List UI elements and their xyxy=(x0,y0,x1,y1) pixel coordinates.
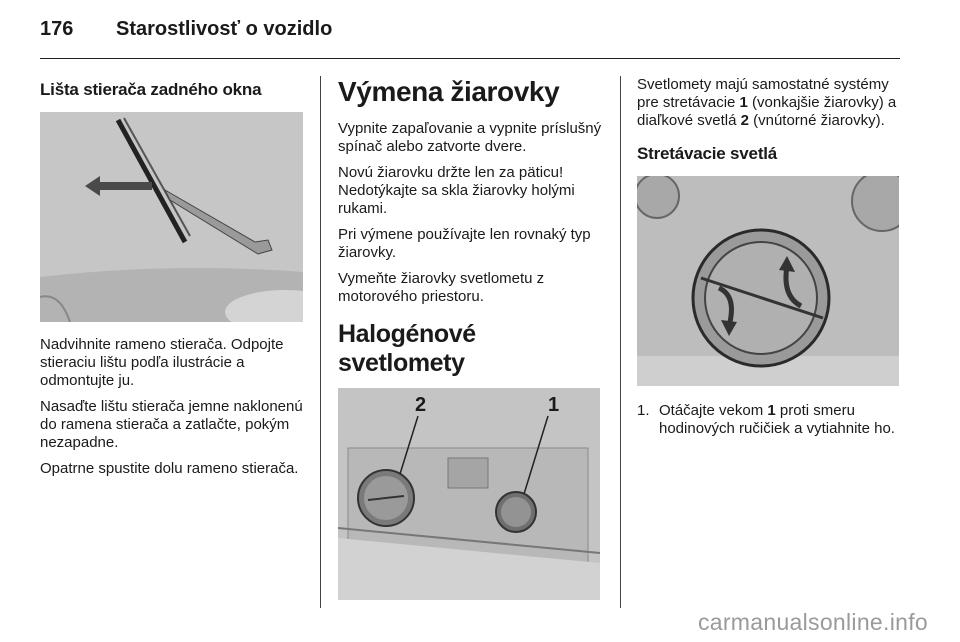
page-title: Starostlivosť o vozidlo xyxy=(116,18,333,40)
column-bulb-replacement xyxy=(338,76,606,600)
text-fragment: proti smeru hodinových ručičiek a vytiahnite ho. xyxy=(659,402,895,437)
section-heading: Lišta stierača zadného okna xyxy=(40,80,262,99)
section-heading: Stretávacie svetlá xyxy=(637,144,778,163)
paragraph: Vypnite zapaľovanie a vypnite príslušný spínač alebo zatvorte dvere. xyxy=(338,120,602,155)
paragraph: Opatrne spustite dolu rameno stierača. xyxy=(40,460,299,477)
page-header xyxy=(40,18,332,44)
headlamp-illustration xyxy=(338,388,600,600)
callout-number: 1 xyxy=(739,94,748,111)
steps-list xyxy=(637,402,905,438)
paragraph-intro xyxy=(637,76,905,130)
column-divider xyxy=(320,76,321,608)
paragraph: Nadvihnite rameno stierača. Odpojte stieraciu lištu podľa ilustrácie a odmontujte ju. xyxy=(40,336,284,389)
section-title: Halogénové svetlomety xyxy=(338,320,476,377)
low-beam-cap-illustration xyxy=(637,176,899,386)
column-wiper xyxy=(40,76,306,486)
paragraph: Novú žiarovku držte len za päticu! Nedotýkajte sa skla žiarovky holými rukami. xyxy=(338,164,575,217)
column-divider xyxy=(620,76,621,608)
page-number: 176 xyxy=(40,18,74,40)
callout-number: 2 xyxy=(740,112,749,129)
text-fragment: (vnútorné žiarovky). xyxy=(748,112,885,129)
paragraph: Nasaďte lištu stierača jemne naklonenú do ramena stierača a zatlačte, pokým nezapadne. xyxy=(40,398,303,451)
wiper-illustration xyxy=(40,112,303,322)
figure-label-2: 2 xyxy=(415,394,427,416)
column-low-beam xyxy=(637,76,905,438)
paragraph: Pri výmene používajte len rovnaký typ žiarovky. xyxy=(338,226,591,261)
text-fragment: Svetlomety majú samostatné systémy pre stretávacie xyxy=(637,76,889,111)
callout-number: 1 xyxy=(767,402,776,419)
step-text xyxy=(659,402,905,438)
header-rule xyxy=(40,58,900,59)
text-fragment: (vonkajšie žiarovky) a diaľkové svetlá xyxy=(637,94,897,129)
list-item xyxy=(637,402,905,438)
watermark: carmanualsonline.info xyxy=(697,609,928,635)
section-title: Výmena žiarovky xyxy=(338,76,560,107)
paragraph: Vymeňte žiarovky svetlometu z motorového priestoru. xyxy=(338,270,545,305)
figure-label-1: 1 xyxy=(548,394,560,416)
step-number: 1. xyxy=(637,402,650,419)
text-fragment: Otáčajte vekom xyxy=(659,402,768,419)
